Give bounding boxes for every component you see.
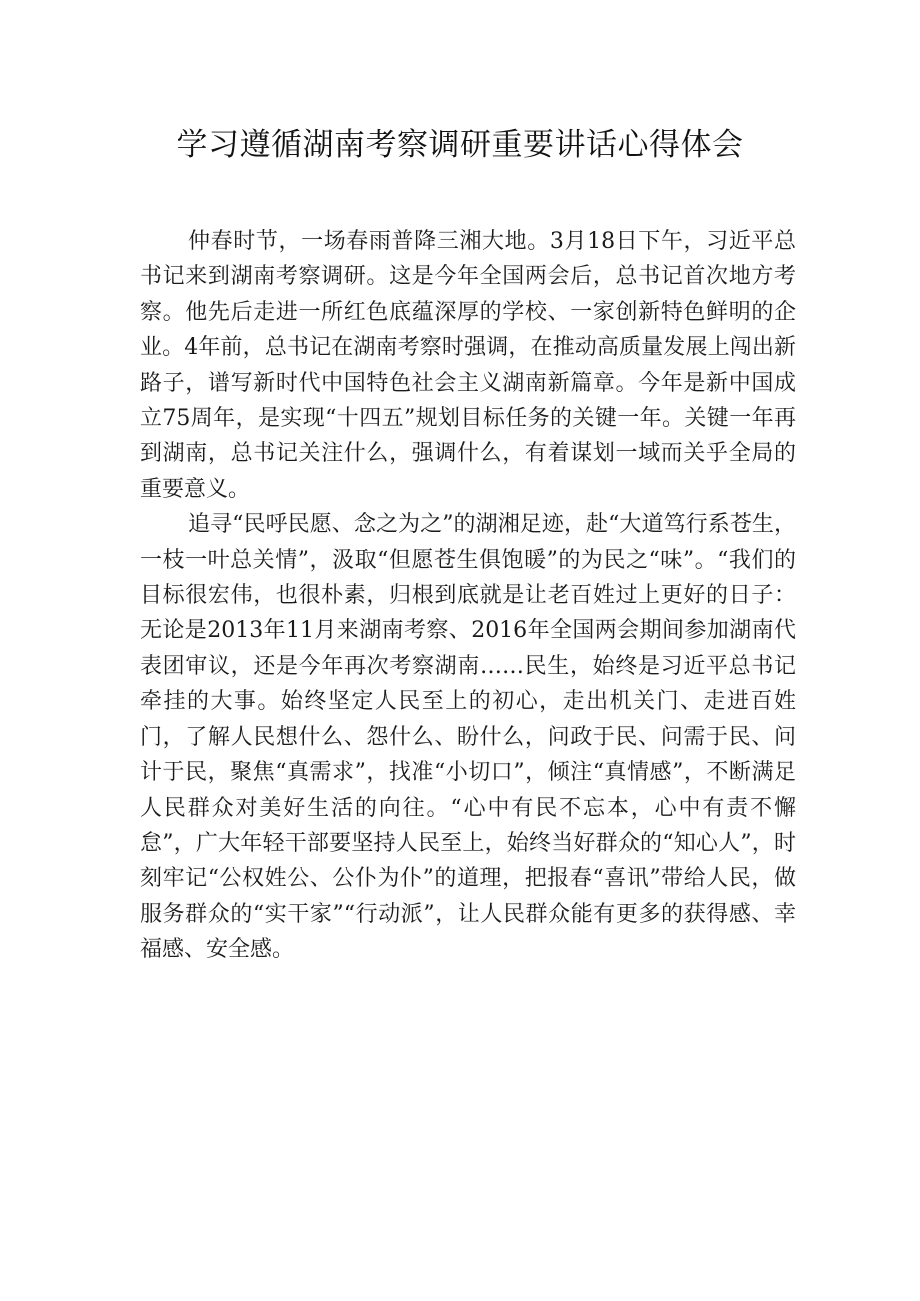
paragraph-2: 追寻“民呼民愿、念之为之”的湖湘足迹，赴“大道笃行系苍生，一枝一叶总关情”，汲取“但愿苍生俱饱暖”的为民之“味”。“我们的目标很宏伟，也很朴素，归根到底就是让老百姓过上更好的日子：无论是2013年11月来湖南考察、2016年全国两会期间参加湖南代表团审议，还是今年再次考察湖南……民生，始终是习近平总书记牵挂的大事。始终坚定人民至上的初心，走出机关门、走进百姓门，了解人民想什么、怨什么、盼什么，问政于民、问需于民、问计于民，聚焦“真需求”，找准“小切口”，倾注“真情感”，不断满足人民群众对美好生活的向往。“心中有民不忘本，心中有责不懈怠”，广大年轻干部要坚持人民至上，始终当好群众的“知心人”，时刻牢记“公权姓公、公仆为仆”的道理，把报春“喜讯”带给人民，做服务群众的“实干家”“行动派”，让人民群众能有更多的获得感、幸福感、安全感。	[140, 512, 797, 963]
paragraph-1: 仲春时节，一场春雨普降三湘大地。3月18日下午，习近平总书记来到湖南考察调研。这是今年全国两会后，总书记首次地方考察。他先后走进一所红色底蕴深厚的学校、一家创新特色鲜明的企业。4年前，总书记在湖南考察时强调，在推动高质量发展上闯出新路子，谱写新时代中国特色社会主义湖南新篇章。今年是新中国成立75周年，是实现“十四五”规划目标任务的关键一年。关键一年再到湖南，总书记关注什么，强调什么，有着谋划一域而关乎全局的重要意义。	[140, 229, 796, 502]
document-body	[140, 224, 796, 968]
document-title: 学习遵循湖南考察调研重要讲话心得体会	[176, 127, 744, 163]
